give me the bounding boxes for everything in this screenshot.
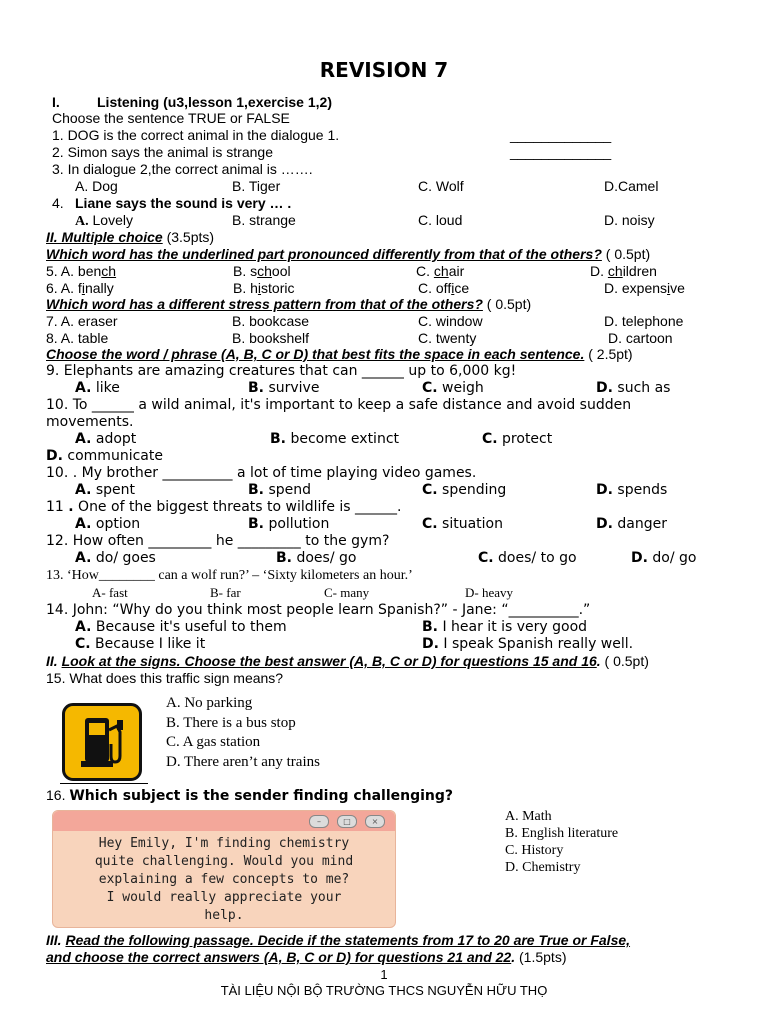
q10-stem-continued: movements. bbox=[46, 414, 134, 430]
message-text: Hey Emily, I'm finding chemistry quite challenging. Would you mind explaining a few concepts to me? I would really appreciate your help. bbox=[94, 836, 354, 923]
q7-option-a: 7. A. eraser bbox=[46, 313, 118, 329]
section-3-points: (1.5pts) bbox=[515, 949, 567, 965]
stress-instruction: Which word has a different stress pattern from that of the others? bbox=[46, 296, 483, 312]
q16-question: Which subject is the sender finding challenging? bbox=[69, 788, 454, 804]
section-1-heading: Listening (u3,lesson 1,exercise 1,2) bbox=[97, 94, 332, 110]
q10b-stem: 10. . My brother __________ a lot of time playing video games. bbox=[46, 465, 477, 481]
minimize-icon[interactable]: – bbox=[309, 815, 329, 828]
q16-option-a: A. Math bbox=[505, 809, 552, 824]
section-2-heading-line bbox=[46, 229, 214, 245]
section-3-number: III. bbox=[46, 932, 66, 948]
page-number: 1 bbox=[380, 967, 388, 982]
q4-number: 4. bbox=[52, 195, 64, 211]
gas-station-sign bbox=[62, 703, 142, 781]
q10-stem: 10. To ______ a wild animal, it's important to keep a safe distance and avoid sudden bbox=[46, 397, 632, 413]
true-false-item-1: 1. DOG is the correct animal in the dialogue 1. bbox=[52, 127, 340, 143]
message-title-bar bbox=[53, 811, 395, 831]
q9-option-d: D. such as bbox=[596, 380, 671, 396]
q10b-option-c: C. spending bbox=[422, 482, 507, 498]
signs-instruction-line: II. Look at the signs. Choose the best answer (A, B, C or D) for questions 15 and 16. ( 0.5pt) bbox=[46, 653, 649, 669]
q15-option-a: A. No parking bbox=[166, 695, 253, 711]
q8-option-a: 8. A. table bbox=[46, 330, 109, 346]
answer-blank-1: _____________ bbox=[510, 127, 612, 143]
q4-option-c: C. loud bbox=[418, 212, 463, 228]
sign-underline bbox=[60, 783, 148, 784]
q12-option-d: D. do/ go bbox=[631, 550, 697, 566]
signs-points: ( 0.5pt) bbox=[600, 653, 649, 669]
q16-number: 16. bbox=[46, 787, 70, 803]
section-3-instruction: Read the following passage. Decide if the statements from 17 to 20 are True or False, bbox=[65, 932, 631, 948]
section-2-heading: II. Multiple choice bbox=[46, 229, 163, 245]
q11-option-d: D. danger bbox=[596, 516, 668, 532]
q7-option-d: D. telephone bbox=[604, 313, 684, 329]
q6-option-b: B. historic bbox=[233, 280, 295, 296]
q10-option-c: C. protect bbox=[482, 431, 553, 447]
q9-option-a: A. like bbox=[75, 380, 120, 396]
q15-option-c: C. A gas station bbox=[166, 734, 261, 750]
section-3-instruction-line-2: and choose the correct answers (A, B, C or D) for questions 21 and 22. (1.5pts) bbox=[46, 949, 567, 965]
q13-option-c: C- many bbox=[324, 585, 370, 600]
q10-option-d: D. communicate bbox=[46, 448, 163, 464]
q12-option-b: B. does/ go bbox=[276, 550, 357, 566]
q5-option-a: 5. A. bench bbox=[46, 263, 117, 279]
q5-option-c: C. chair bbox=[416, 263, 465, 279]
q3-option-b: B. Tiger bbox=[232, 178, 281, 194]
q3-option-a: A. Dog bbox=[75, 178, 118, 194]
q15-option-b: B. There is a bus stop bbox=[166, 715, 296, 731]
q10b-option-a: A. spent bbox=[75, 482, 136, 498]
choose-instruction-line bbox=[46, 346, 633, 362]
pronunciation-points: ( 0.5pt) bbox=[601, 246, 651, 262]
q10-option-a: A. adopt bbox=[75, 431, 137, 447]
q5-option-b: B. school bbox=[233, 263, 291, 279]
q12-option-c: C. does/ to go bbox=[478, 550, 577, 566]
q10b-option-d: D. spends bbox=[596, 482, 668, 498]
q4-option-a-text: Lovely bbox=[88, 212, 133, 228]
choose-points: ( 2.5pt) bbox=[584, 346, 633, 362]
pronunciation-instruction: Which word has the underlined part pronounced differently from that of the others? bbox=[46, 246, 602, 262]
true-false-item-2: 2. Simon says the animal is strange bbox=[52, 144, 273, 160]
q15-question: 15. What does this traffic sign means? bbox=[46, 670, 284, 686]
section-2-points: (3.5pts) bbox=[162, 229, 215, 245]
choose-instruction: Choose the word / phrase (A, B, C or D) that best fits the space in each sentence. bbox=[46, 346, 585, 362]
q13-option-b: B- far bbox=[210, 585, 241, 600]
gas-pump-icon bbox=[65, 706, 139, 778]
q16-line bbox=[46, 787, 453, 804]
q14-option-b: B. I hear it is very good bbox=[422, 619, 588, 635]
q14-option-a: A. Because it's useful to them bbox=[75, 619, 287, 635]
q3-option-c: C. Wolf bbox=[418, 178, 464, 194]
q6-option-a: 6. A. finally bbox=[46, 280, 114, 296]
footer-school: TÀI LIỆU NỘI BỘ TRƯỜNG THCS NGUYỄN HỮU THỌ bbox=[220, 983, 548, 998]
page-title: REVISION 7 bbox=[319, 58, 449, 82]
q4-question: Liane says the sound is very … . bbox=[75, 195, 292, 211]
q16-option-b: B. English literature bbox=[505, 826, 619, 841]
q5-option-d: D. children bbox=[590, 263, 657, 279]
q11-option-b: B. pollution bbox=[248, 516, 330, 532]
q10-option-b: B. become extinct bbox=[270, 431, 400, 447]
q6-option-d: D. expensive bbox=[604, 280, 685, 296]
signs-instruction: Look at the signs. Choose the best answer (A, B, C or D) for questions 15 and 16 bbox=[61, 653, 597, 669]
q9-option-c: C. weigh bbox=[422, 380, 484, 396]
q9-stem: 9. Elephants are amazing creatures that can ______ up to 6,000 kg! bbox=[46, 363, 517, 379]
q13-option-d: D- heavy bbox=[465, 585, 514, 600]
section-1-instruction: Choose the sentence TRUE or FALSE bbox=[52, 110, 290, 126]
q3-option-d: D.Camel bbox=[604, 178, 659, 194]
q11-option-a: A. option bbox=[75, 516, 141, 532]
stress-points: ( 0.5pt) bbox=[482, 296, 532, 312]
answer-blank-2: _____________ bbox=[510, 144, 612, 160]
stress-instruction-line bbox=[46, 296, 531, 312]
q4-option-a bbox=[75, 212, 133, 230]
signs-number: II. bbox=[46, 653, 62, 669]
q6-option-c: C. office bbox=[418, 280, 470, 296]
section-3-instruction-line-1 bbox=[46, 932, 630, 948]
pronunciation-instruction-line bbox=[46, 246, 650, 262]
q13-option-a: A- fast bbox=[92, 585, 128, 600]
q14-option-d: D. I speak Spanish really well. bbox=[422, 636, 634, 652]
section-1-number: I. bbox=[52, 94, 60, 110]
q10b-option-b: B. spend bbox=[248, 482, 312, 498]
q8-option-d: D. cartoon bbox=[608, 330, 673, 346]
q9-option-b: B. survive bbox=[248, 380, 320, 396]
message-window bbox=[52, 810, 396, 928]
q7-option-c: C. window bbox=[418, 313, 483, 329]
true-false-item-3: 3. In dialogue 2,the correct animal is ……. bbox=[52, 161, 313, 177]
q14-stem: 14. John: “Why do you think most people learn Spanish?” - Jane: “__________.” bbox=[46, 602, 591, 618]
q11-option-c: C. situation bbox=[422, 516, 503, 532]
maximize-icon[interactable]: □ bbox=[337, 815, 357, 828]
q12-option-a: A. do/ goes bbox=[75, 550, 156, 566]
q4-option-a-letter: A. bbox=[75, 214, 89, 229]
q13-stem: 13. ‘How________ can a wolf run?’ – ‘Sixty kilometers an hour.’ bbox=[46, 568, 413, 583]
q11-stem: 11 . One of the biggest threats to wildlife is ______. bbox=[46, 499, 402, 515]
q16-option-d: D. Chemistry bbox=[505, 860, 581, 875]
q16-option-c: C. History bbox=[505, 843, 564, 858]
close-icon[interactable]: × bbox=[365, 815, 385, 828]
q8-option-c: C. twenty bbox=[418, 330, 477, 346]
q8-option-b: B. bookshelf bbox=[232, 330, 310, 346]
q4-option-d: D. noisy bbox=[604, 212, 655, 228]
q4-option-b: B. strange bbox=[232, 212, 296, 228]
q14-option-c: C. Because I like it bbox=[75, 636, 206, 652]
q15-option-d: D. There aren’t any trains bbox=[166, 754, 320, 770]
q7-option-b: B. bookcase bbox=[232, 313, 310, 329]
q12-stem: 12. How often _________ he _________ to the gym? bbox=[46, 533, 390, 549]
